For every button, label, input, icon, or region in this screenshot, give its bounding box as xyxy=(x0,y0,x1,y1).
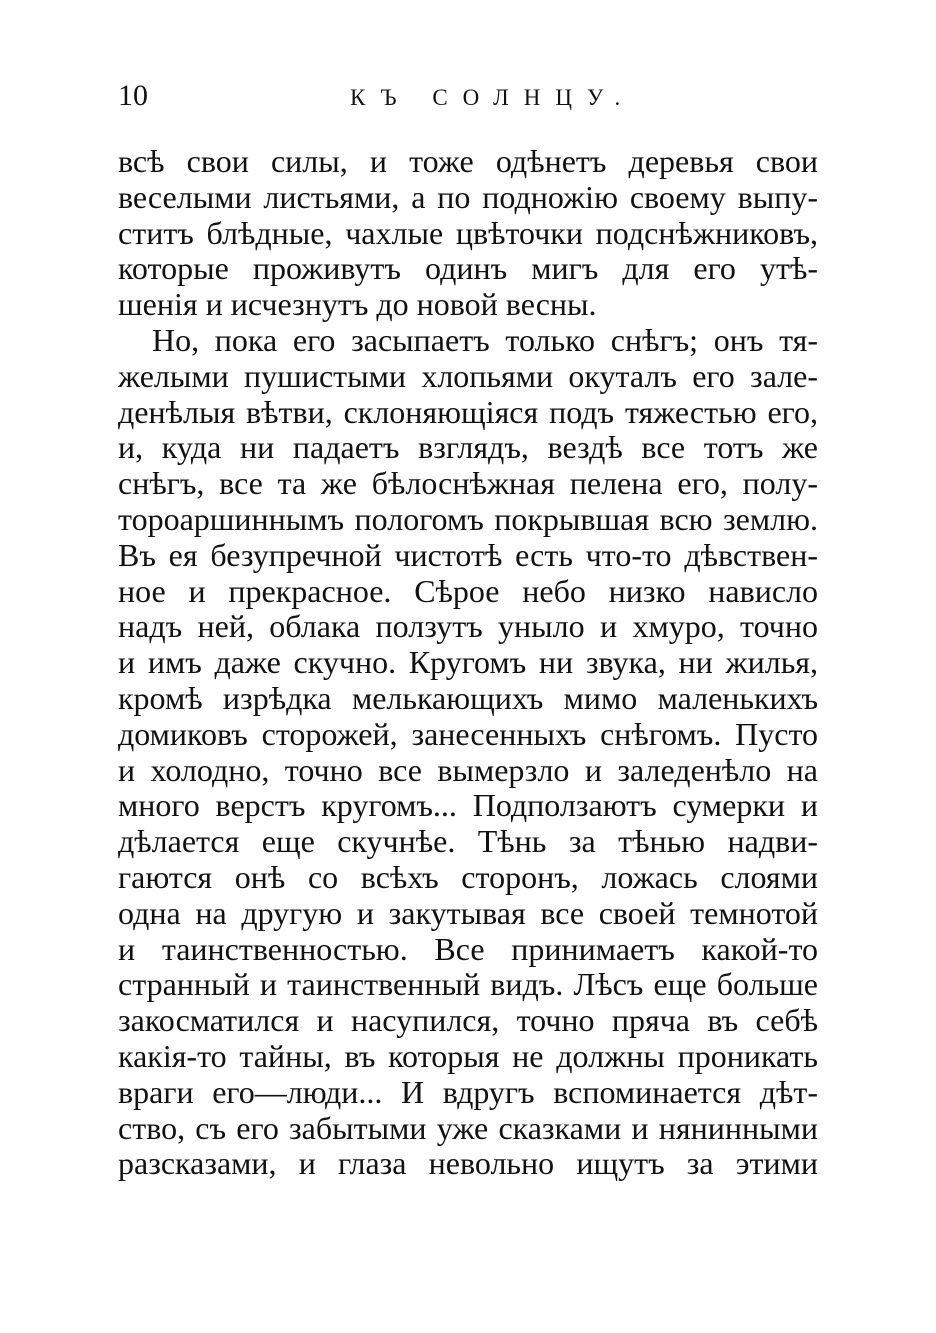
text-line: надъ ней, облака ползутъ уныло и хмуро, точно xyxy=(118,608,818,645)
text-line: всѣ свои силы, и тоже одѣнетъ деревья свои xyxy=(118,143,818,179)
text-line: и холодно, точно все вымерзло и заледенѣло на xyxy=(118,751,818,788)
text-line: разсказами, и глаза невольно ищутъ за этими xyxy=(118,1145,818,1182)
paragraph-1 xyxy=(118,144,818,323)
text-line: ство, съ его забытыми уже сказками и нянинными xyxy=(118,1109,818,1146)
page-header xyxy=(118,78,818,118)
running-title: КЪ СОЛНЦУ. xyxy=(350,85,636,110)
text-line: кромѣ изрѣдка мелькающихъ мимо маленькихъ xyxy=(118,679,818,716)
text-line: тороаршиннымъ пологомъ покрывшая всю землю. xyxy=(118,500,818,537)
text-line: и, куда ни падаетъ взглядъ, вездѣ все тотъ же xyxy=(118,429,818,466)
text-line: ститъ блѣдные, чахлые цвѣточки подснѣжниковъ, xyxy=(118,214,818,251)
text-line: закосматился и насупился, точно пряча въ себѣ xyxy=(118,1002,818,1039)
text-line: шенія и исчезнутъ до новой весны. xyxy=(118,286,597,323)
text-line: веселыми листьями, а по подножію своему выпу- xyxy=(118,178,818,215)
text-line: которые проживутъ одинъ мигъ для его утѣ- xyxy=(118,250,818,287)
text-line: Но, пока его засыпаетъ только снѣгъ; онъ тя- xyxy=(152,321,818,358)
text-line: странный и таинственный видъ. Лѣсъ еще больше xyxy=(118,966,818,1003)
page-number: 10 xyxy=(118,79,148,112)
paragraph-2 xyxy=(118,323,818,1182)
text-line: денѣлыя вѣтви, склоняющіяся подъ тяжестью его, xyxy=(118,393,818,430)
text-line: и таинственностью. Все принимаетъ какой-то xyxy=(118,930,818,967)
text-line: гаются онѣ со всѣхъ сторонъ, ложась слоями xyxy=(118,858,818,895)
text-line: какія-то тайны, въ которыя не должны проникать xyxy=(118,1037,818,1074)
text-line: дѣлается еще скучнѣе. Тѣнь за тѣнью надви- xyxy=(118,823,818,860)
text-line: домиковъ сторожей, занесенныхъ снѣгомъ. Пусто xyxy=(118,715,818,752)
text-line: одна на другую и закутывая все своей темнотой xyxy=(118,894,818,931)
text-line: ное и прекрасное. Сѣрое небо низко нависло xyxy=(118,572,818,609)
text-line: снѣгъ, все та же бѣлоснѣжная пелена его, полу- xyxy=(118,465,818,502)
text-line: враги его—люди... И вдругъ вспоминается дѣт- xyxy=(118,1073,818,1110)
text-line: много верстъ кругомъ... Подползаютъ сумерки и xyxy=(118,787,818,824)
text-line: Въ ея безупречной чистотѣ есть что-то дѣвствен- xyxy=(118,536,818,573)
text-line: и имъ даже скучно. Кругомъ ни звука, ни жилья, xyxy=(118,644,818,681)
text-line: желыми пушистыми хлопьями окуталъ его зале- xyxy=(118,357,818,394)
page-body xyxy=(118,144,818,1182)
